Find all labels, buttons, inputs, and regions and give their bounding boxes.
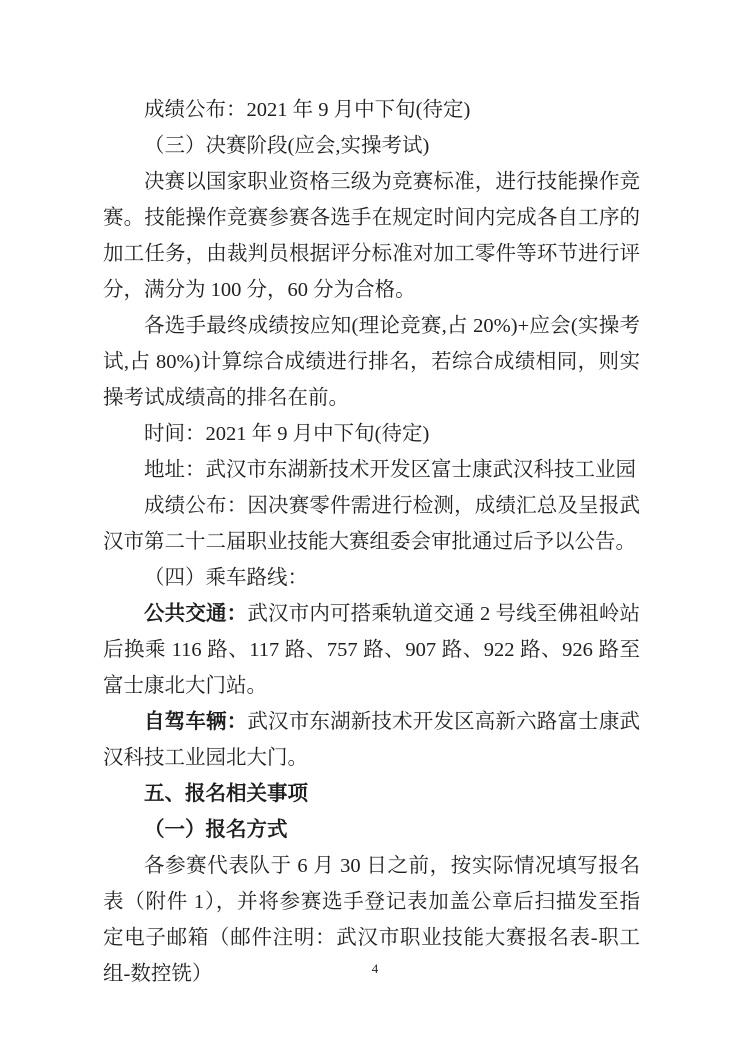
- heading-final-stage: （三）决赛阶段(应会,实操考试): [144, 135, 430, 157]
- page-number: 4: [371, 961, 379, 976]
- self-drive-label: 自驾车辆：: [144, 710, 248, 733]
- heading-route: （四）乘车路线：: [144, 567, 308, 589]
- line-results-announce: 成绩公布：2021 年 9 月中下旬(待定): [144, 99, 471, 121]
- document-body: [103, 92, 640, 992]
- self-drive-text: 武汉市东湖新技术开发区高新六路富士康武汉科技工业园北大门。: [103, 711, 641, 769]
- paragraph-public-transport: [103, 596, 640, 704]
- paragraph-final-stage-desc: 决赛以国家职业资格三级为竞赛标准，进行技能操作竞赛。技能操作竞赛参赛各选手在规定时间内完成各自工序的加工任务，由裁判员根据评分标准对加工零件等环节进行评分，满分为 100 分，60 分为合格。: [103, 171, 640, 301]
- public-transport-text: 武汉市内可搭乘轨道交通 2 号线至佛祖岭站后换乘 116 路、117 路、757 路、907 路、922 路、926 路至富士康北大门站。: [103, 603, 641, 697]
- paragraph-results-publication: 成绩公布：因决赛零件需进行检测，成绩汇总及呈报武汉市第二十二届职业技能大赛组委会审批通过后予以公告。: [103, 495, 640, 553]
- public-transport-label: 公共交通：: [144, 602, 248, 625]
- paragraph-self-drive: [103, 704, 640, 776]
- paragraph-scoring-rule: 各选手最终成绩按应知(理论竞赛,占 20%)+应会(实操考试,占 80%)计算综合成绩进行排名，若综合成绩相同，则实操考试成绩高的排名在前。: [103, 315, 640, 409]
- line-time: 时间：2021 年 9 月中下旬(待定): [144, 423, 430, 445]
- heading-registration-method: （一）报名方式: [144, 818, 288, 841]
- heading-registration: 五、报名相关事项: [144, 782, 308, 805]
- line-address: 地址：武汉市东湖新技术开发区富士康武汉科技工业园: [144, 459, 636, 481]
- paragraph-registration-desc: 各参赛代表队于 6 月 30 日之前，按实际情况填写报名表（附件 1），并将参赛选手登记表加盖公章后扫描发至指定电子邮箱（邮件注明：武汉市职业技能大赛报名表-职工组-数控铣）: [103, 855, 640, 985]
